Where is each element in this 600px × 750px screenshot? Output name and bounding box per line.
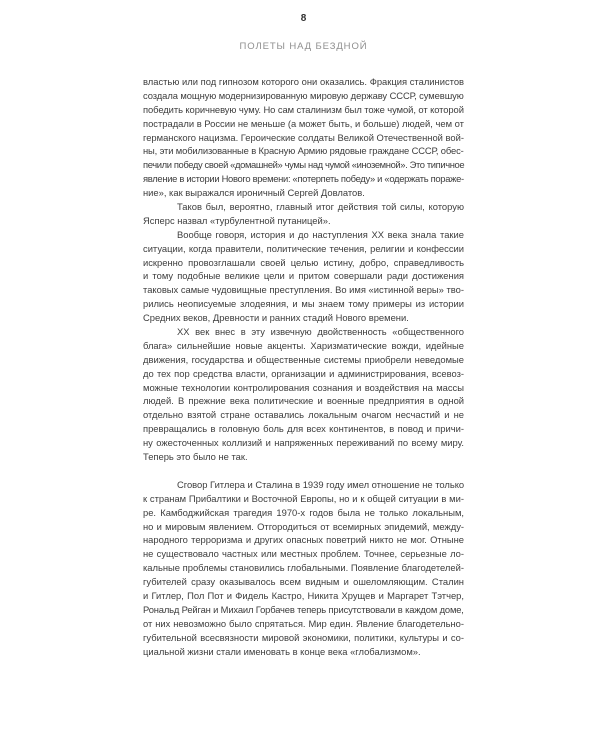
text-line xyxy=(143,520,464,534)
text-line xyxy=(143,269,464,283)
text-line-content: ситуации, когда правители, политические течения, религии и конфессии xyxy=(143,242,464,254)
text-line-content: Ясперс назвал «турбулентной путаницей». xyxy=(143,214,331,226)
text-line xyxy=(143,408,464,422)
text-line xyxy=(143,117,464,131)
text-line xyxy=(143,325,464,339)
text-line-content: губителей сразу оказывалось всем видным и ошеломляющим. Сталин xyxy=(143,576,464,588)
text-line-content: ну ожесточенных коллизий и напряженных переживаний по всему миру. xyxy=(143,437,465,449)
text-line xyxy=(143,575,464,589)
text-line xyxy=(143,144,464,158)
text-line-content: германского нацизма. Героические солдаты Великой Отечественной вой- xyxy=(143,131,464,143)
text-line-content: но и мировым явлением. Отгородиться от всемирных эпидемий, между- xyxy=(143,520,465,532)
text-line-content: Вообще говоря, история и до наступления XX века знала такие xyxy=(177,228,464,240)
text-line-content: людей. В прежние века политические и военные предприятия в одной xyxy=(143,395,465,407)
text-line-content: Сговор Гитлера и Сталина в 1939 году имел отношение не только xyxy=(177,478,465,490)
text-line xyxy=(143,506,464,520)
text-line xyxy=(143,381,464,395)
text-line xyxy=(143,75,464,89)
text-line xyxy=(143,297,464,311)
text-line xyxy=(143,200,464,214)
text-column xyxy=(143,75,464,658)
text-line-content: Средних веков, Древности и ранних стадий Нового времени. xyxy=(143,312,409,324)
text-line-content: победить коричневую чуму. Но сам сталинизм был тоже чумой, от которой xyxy=(143,103,464,115)
text-line-content: ние», как выражался ироничный Сергей Довлатов. xyxy=(143,187,365,199)
text-line xyxy=(143,228,464,242)
text-line xyxy=(143,283,464,297)
text-line-content: властью или под гипнозом которого они оказались. Фракция сталинистов xyxy=(143,76,465,87)
text-line-content: можные технологии контролирования сознания и воздействия на массы xyxy=(143,381,464,393)
text-line-content: Таков был, вероятно, главный итог действия той силы, которую xyxy=(177,201,464,213)
text-line xyxy=(143,339,464,353)
text-line-content: кальные проблемы становились глобальными. Появление благодетелей- xyxy=(143,562,464,574)
text-line xyxy=(143,394,464,408)
text-line xyxy=(143,603,464,617)
text-line-content: ХХ век внес в эту извечную двойственность «общественного xyxy=(177,326,464,338)
text-line-content: от них невозможно было спрятаться. Мир един. Явление благодетельно- xyxy=(143,617,464,629)
text-line xyxy=(143,631,464,645)
text-line xyxy=(143,645,464,659)
text-line-content: явление в истории Нового времени: «потерпеть победу» и «одержать пораже- xyxy=(143,173,464,185)
text-line xyxy=(143,256,464,270)
text-line-content: народного терроризма и других опасных поветрий никто не мог. Отныне xyxy=(143,534,465,546)
text-line-content: ре. Камбоджийская трагедия 1970-х годов была не только локальным, xyxy=(143,506,465,518)
text-line-content: к странам Прибалтики и Восточной Европы, но и к общей ситуации в ми- xyxy=(143,492,464,504)
text-line xyxy=(143,186,464,200)
running-title: ПОЛЕТЫ НАД БЕЗДНОЙ xyxy=(239,41,368,52)
text-line-content: рились неописуемые злодеяния, и мы знаем тому примеры из истории xyxy=(143,298,464,310)
text-line xyxy=(143,311,464,325)
text-line-content: таковых самые чудовищные преступления. Во имя «истинной веры» тво- xyxy=(143,284,464,296)
text-line xyxy=(143,478,464,492)
text-line-content: создала мощную модернизированную мировую державу СССР, сумевшую xyxy=(143,89,464,101)
text-line xyxy=(143,617,464,631)
text-line-content: и Гитлер, Пол Пот и Фидель Кастро, Никита Хрущев и Маргарет Тэтчер, xyxy=(143,589,464,601)
text-line xyxy=(143,533,464,547)
page-number: 8 xyxy=(300,13,307,24)
text-line-content: губительной всесвязности мировой экономики, политики, культуры и со- xyxy=(143,631,465,643)
text-line-content: циальной жизни стали именовать в конце века «глобализмом». xyxy=(143,645,421,657)
text-line-content: блага» сильнейшие новые акценты. Харизматические вожди, идейные xyxy=(143,339,464,351)
text-line xyxy=(143,172,464,186)
text-line-content: и тому подобные великие цели и притом совершали ради достижения xyxy=(143,270,465,282)
text-line-content: искренно провозглашали своей целью истину, добро, справедливость xyxy=(143,256,465,268)
text-line xyxy=(143,589,464,603)
text-line-content: Теперь это было не так. xyxy=(143,451,248,463)
text-line-content: движения, государства и общественные системы приобрели неведомые xyxy=(143,353,465,365)
text-line xyxy=(143,450,464,464)
text-line xyxy=(143,214,464,228)
text-line xyxy=(143,353,464,367)
text-line-content: пострадали в России не меньше (а может быть, и больше) людей, чем от xyxy=(143,117,464,129)
text-line xyxy=(143,561,464,575)
text-line xyxy=(143,103,464,117)
text-line-content: отдельно взятой стране оставались локальным очагом несчастий и не xyxy=(143,409,465,421)
text-line xyxy=(143,547,464,561)
text-line xyxy=(143,242,464,256)
text-line-content: Рональд Рейган и Михаил Горбачев теперь присутствовали в каждом доме, xyxy=(143,603,464,615)
text-line-content: не существовало частных или местных проблем. Точнее, серьезные ло- xyxy=(143,548,464,560)
text-line xyxy=(143,158,464,172)
text-line xyxy=(143,492,464,506)
text-line-content: до тех пор средства власти, организации и администрирования, всевоз- xyxy=(143,367,465,379)
text-line-content: печили победу своей «домашней» чумы над чумой «иноземной». Это типичное xyxy=(143,159,465,171)
text-line xyxy=(143,436,464,450)
text-line-content: ны, эти мобилизованные в Красную Армию рядовые граждане СССР, обес- xyxy=(143,145,464,157)
text-line-content: превращались в головную боль для всех континентов, в повод и причи- xyxy=(143,423,464,435)
text-line xyxy=(143,131,464,145)
text-line xyxy=(143,367,464,381)
text-line xyxy=(143,89,464,103)
text-line xyxy=(143,422,464,436)
